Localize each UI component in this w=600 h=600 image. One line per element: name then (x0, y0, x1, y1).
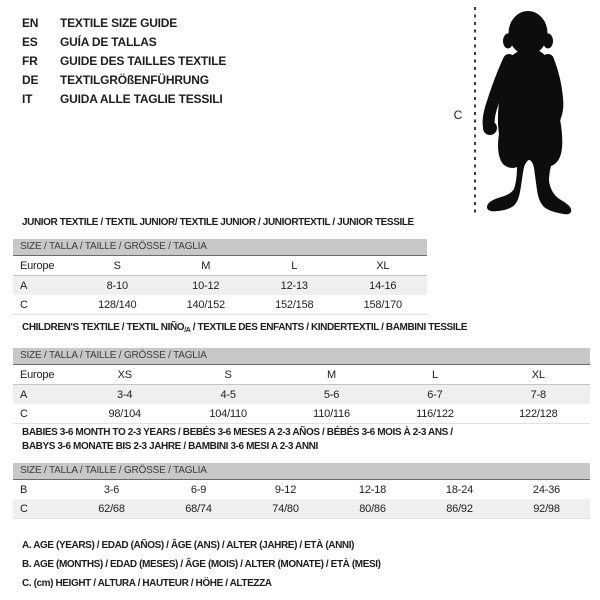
size-header-bar: SIZE / TALLA / TAILLE / GRÖSSE / TAGLIA (13, 348, 590, 365)
value-cell: 158/170 (363, 298, 402, 311)
children-title-prefix: CHILDREN'S TEXTILE / TEXTIL NIÑO (22, 322, 185, 333)
table-row-height (13, 295, 427, 315)
header-cell: XL (531, 368, 545, 381)
language-row-es (22, 32, 226, 51)
junior-size-table (13, 239, 427, 315)
value-cell: 68/74 (185, 502, 212, 515)
junior-section-title: JUNIOR TEXTILE / TEXTIL JUNIOR/ TEXTILE JUNIOR / JUNIORTEXTIL / JUNIOR TESSILE (22, 217, 414, 228)
value-cell: 122/128 (519, 407, 558, 420)
value-cell: 74/80 (272, 502, 299, 515)
language-row-de (22, 70, 226, 89)
value-cell: 62/68 (98, 502, 125, 515)
table-row-height (13, 499, 590, 519)
header-cell: M (201, 259, 211, 272)
table-header-row (13, 256, 427, 276)
value-cell: 152/158 (275, 298, 314, 311)
guide-title-en: TEXTILE SIZE GUIDE (60, 15, 178, 30)
language-row-en (22, 13, 226, 32)
value-cell: 4-5 (220, 388, 236, 401)
value-cell: 18-24 (445, 483, 474, 496)
language-title-list (22, 13, 226, 108)
baby-figure-panel (445, 0, 600, 230)
value-cell: 9-12 (274, 483, 297, 496)
value-cell: 3-6 (103, 483, 120, 496)
children-section-title (22, 322, 467, 334)
header-cell: XL (376, 259, 390, 272)
value-cell: 24-36 (532, 483, 561, 496)
children-size-table (13, 348, 590, 424)
size-header-bar: SIZE / TALLA / TAILLE / GRÖSSE / TAGLIA (13, 463, 590, 480)
guide-title-fr: GUIDE DES TAILLES TEXTILE (60, 53, 227, 68)
babies-title-line2: BABYS 3-6 MONATE BIS 2-3 JAHRE / BAMBINI 3-6 MESI A 2-3 ANNI (22, 440, 318, 452)
value-cell: 6-9 (190, 483, 207, 496)
table-header-row (13, 365, 590, 385)
language-row-it (22, 89, 226, 108)
table-row-age-months (13, 480, 590, 499)
value-cell: 128/140 (98, 298, 137, 311)
guide-title-es: GUÍA DE TALLAS (60, 34, 157, 49)
babies-size-table (13, 463, 590, 519)
header-cell: S (113, 259, 121, 272)
table-row-age (13, 276, 427, 295)
header-cell: Europe (20, 259, 55, 272)
header-cell: L (291, 259, 298, 272)
language-row-fr (22, 51, 226, 70)
babies-title-line1: BABIES 3-6 MONTH TO 2-3 YEARS / BEBÉS 3-6 MESES A 2-3 AÑOS / BÉBÉS 3-6 MOIS À 2-3 ANS / (22, 427, 453, 438)
value-cell: 6-7 (427, 388, 443, 401)
value-cell: 98/104 (108, 407, 141, 420)
value-cell: 3-4 (117, 388, 133, 401)
value-cell: 80/86 (359, 502, 386, 515)
children-title-suffix: / TEXTILE DES ENFANTS / KINDERTEXTIL / BAMBINI TESSILE (190, 322, 468, 333)
note-age-years: A. AGE (YEARS) / EDAD (AÑOS) / ÂGE (ANS) / ALTER (JAHRE) / ETÀ (ANNI) (22, 540, 355, 551)
row-label: C (20, 502, 28, 515)
header-cell: XS (117, 368, 132, 381)
value-cell: 8-10 (106, 279, 128, 292)
value-cell: 110/116 (313, 407, 350, 420)
babies-section-title (22, 426, 453, 453)
language-code: IT (22, 91, 33, 106)
table-row-age (13, 385, 590, 404)
language-code: DE (22, 72, 39, 87)
value-cell: 14-16 (369, 279, 397, 292)
header-cell: Europe (20, 368, 55, 381)
language-code: ES (22, 34, 38, 49)
language-code: EN (22, 15, 39, 30)
note-height-cm: C. (cm) HEIGHT / ALTURA / HAUTEUR / HÖHE / ALTEZZA (22, 578, 272, 589)
row-label: A (20, 388, 28, 401)
value-cell: 7-8 (530, 388, 546, 401)
header-cell: S (224, 368, 232, 381)
row-label: C (20, 407, 28, 420)
value-cell: 12-13 (280, 279, 308, 292)
row-label: A (20, 279, 28, 292)
size-header-bar: SIZE / TALLA / TAILLE / GRÖSSE / TAGLIA (13, 239, 427, 256)
table-row-height (13, 404, 590, 424)
value-cell: 92/98 (533, 502, 560, 515)
value-cell: 10-12 (192, 279, 220, 292)
guide-title-de: TEXTILGRÖßENFÜHRUNG (60, 72, 209, 87)
measure-label-c: C (453, 108, 463, 122)
value-cell: 140/152 (186, 298, 225, 311)
value-cell: 86/92 (446, 502, 473, 515)
row-label: C (20, 298, 28, 311)
baby-silhouette-icon (445, 0, 600, 230)
note-age-months: B. AGE (MONTHS) / EDAD (MESES) / ÂGE (MOIS) / ALTER (MONATE) / ETÀ (MESI) (22, 559, 381, 570)
legend-notes (22, 536, 381, 593)
header-cell: M (327, 368, 336, 381)
value-cell: 12-18 (358, 483, 387, 496)
value-cell: 5-6 (323, 388, 340, 401)
guide-title-it: GUIDA ALLE TAGLIE TESSILI (60, 91, 223, 106)
baby-silhouette (483, 11, 571, 214)
row-label: B (20, 483, 28, 496)
value-cell: 116/122 (416, 407, 454, 420)
language-code: FR (22, 53, 38, 68)
children-title-subscript: /A (184, 327, 191, 334)
value-cell: 104/110 (209, 407, 247, 420)
header-cell: L (431, 368, 438, 381)
